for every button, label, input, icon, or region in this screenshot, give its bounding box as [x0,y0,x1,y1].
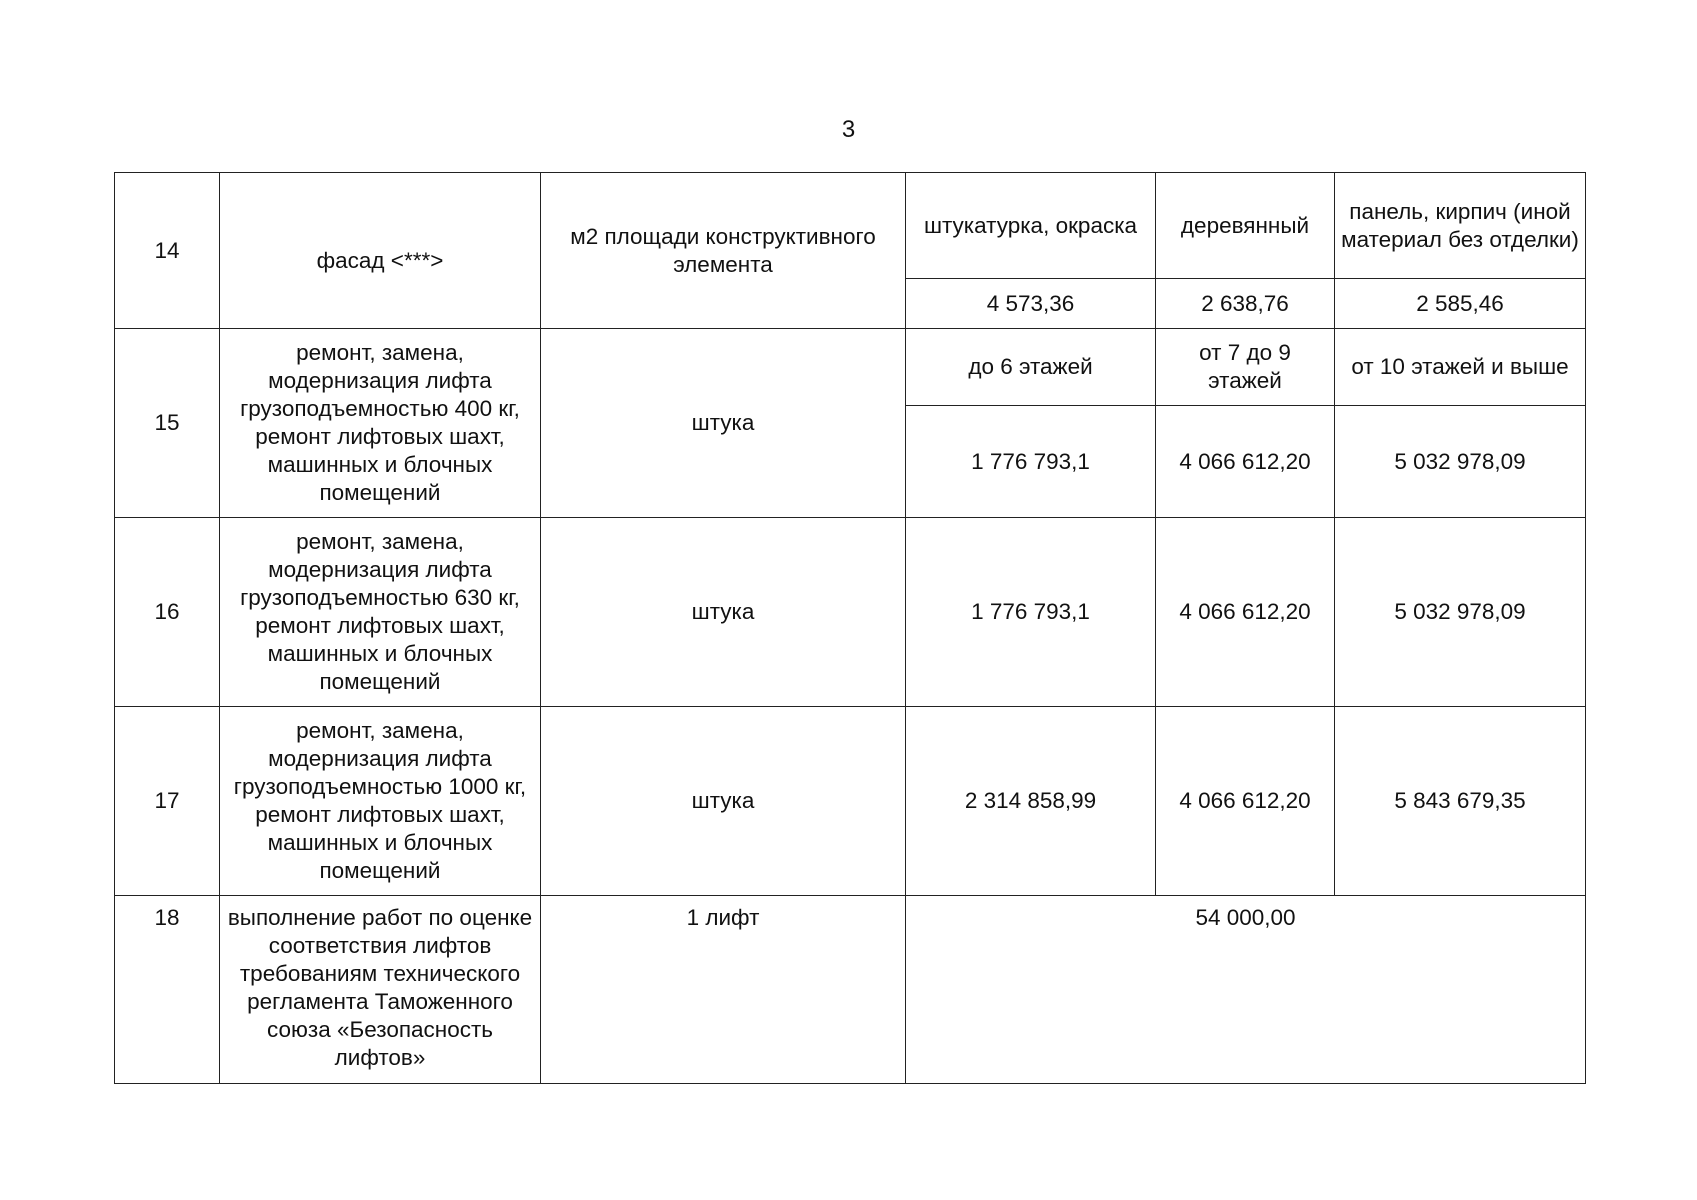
row-number: 18 [115,896,220,1084]
sub-header-cell: деревянный [1156,173,1335,279]
sub-header-cell: от 7 до 9 этажей [1156,329,1335,406]
sub-header-cell: до 6 этажей [906,329,1156,406]
table-row [115,896,1586,1084]
work-name-text: фасад <***> [316,247,444,273]
work-name [220,173,541,329]
value-cell: 1 776 793,1 [906,406,1156,518]
cost-table [114,172,1586,1084]
unit-cell: 1 лифт [541,896,906,1084]
work-name: ремонт, замена, модернизация лифта грузоподъемностью 630 кг, ремонт лифтовых шахт, машинных и блочных помещений [220,518,541,707]
table-row [115,329,1586,406]
row-number: 17 [115,707,220,896]
value-cell: 1 776 793,1 [906,518,1156,707]
value-cell: 2 638,76 [1156,279,1335,329]
value-cell: 54 000,00 [906,896,1586,1084]
value-cell: 5 032 978,09 [1335,406,1586,518]
row-number: 16 [115,518,220,707]
value-cell: 2 585,46 [1335,279,1586,329]
value-cell: 5 032 978,09 [1335,518,1586,707]
value-cell: 4 066 612,20 [1156,518,1335,707]
work-name: ремонт, замена, модернизация лифта грузоподъемностью 1000 кг, ремонт лифтовых шахт, машинных и блочных помещений [220,707,541,896]
table-row [115,518,1586,707]
page-number: 3 [841,116,856,143]
table-row [115,707,1586,896]
unit-cell: штука [541,707,906,896]
work-name: выполнение работ по оценке соответствия лифтов требованиям технического регламента Таможенного союза «Безопасность лифтов» [220,896,541,1084]
table-row [115,173,1586,279]
row-number: 15 [115,329,220,518]
value-cell: 4 066 612,20 [1156,406,1335,518]
sub-header-cell: от 10 этажей и выше [1335,329,1586,406]
work-name: ремонт, замена, модернизация лифта грузоподъемностью 400 кг, ремонт лифтовых шахт, машинных и блочных помещений [220,329,541,518]
value-cell: 4 573,36 [906,279,1156,329]
value-cell: 2 314 858,99 [906,707,1156,896]
row-number: 14 [115,173,220,329]
unit-cell: м2 площади конструктивного элемента [541,173,906,329]
unit-cell: штука [541,329,906,518]
sub-header-cell: штукатурка, окраска [906,173,1156,279]
sub-header-cell: панель, кирпич (иной материал без отделки) [1335,173,1586,279]
value-cell: 5 843 679,35 [1335,707,1586,896]
unit-cell: штука [541,518,906,707]
value-cell: 4 066 612,20 [1156,707,1335,896]
